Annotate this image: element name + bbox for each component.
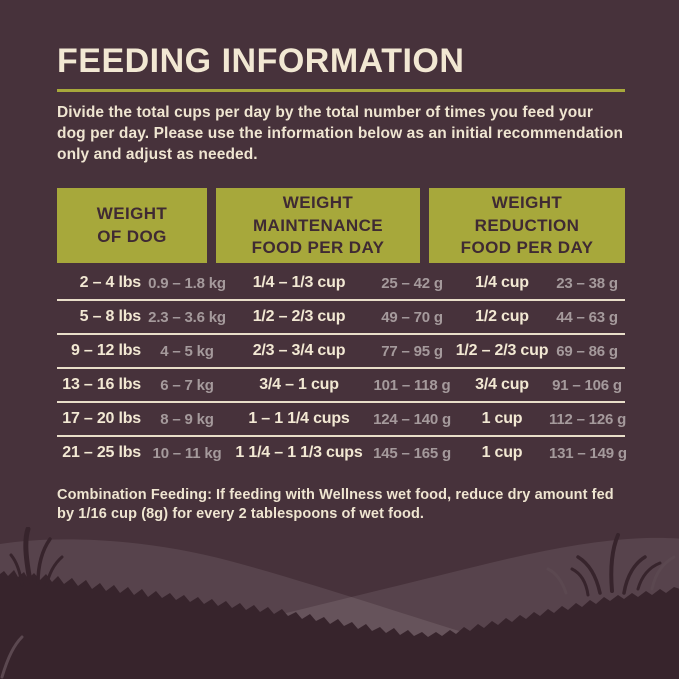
cell-reduction-grams: 131 – 149 g xyxy=(549,444,627,462)
header-weight-of-dog xyxy=(57,188,207,263)
header-line: FOOD PER DAY xyxy=(460,237,594,257)
page-title: FEEDING INFORMATION xyxy=(57,42,465,80)
table-row xyxy=(57,403,625,437)
cell-maintenance-grams: 49 – 70 g xyxy=(381,308,443,326)
cell-reduction-grams: 44 – 63 g xyxy=(556,308,618,326)
cell-maintenance-cups: 2/3 – 3/4 cup xyxy=(252,342,346,360)
cell-weight-kg: 8 – 9 kg xyxy=(160,410,214,428)
note-prefix: Combination Feeding: xyxy=(57,487,213,504)
header-line: WEIGHT xyxy=(96,204,168,224)
table-row xyxy=(57,437,625,469)
table-row xyxy=(57,301,625,335)
cell-reduction-cups: 3/4 cup xyxy=(475,376,529,394)
cell-reduction-grams: 112 – 126 g xyxy=(549,410,627,428)
cell-weight-lbs: 5 – 8 lbs xyxy=(79,308,141,326)
header-line: REDUCTION xyxy=(474,215,580,235)
cell-maintenance-cups: 1 1/4 – 1 1/3 cups xyxy=(235,444,363,462)
header-line: WEIGHT xyxy=(491,193,563,213)
cell-reduction-cups: 1 cup xyxy=(481,410,523,428)
header-line: FOOD PER DAY xyxy=(251,237,385,257)
feeding-table-body xyxy=(57,267,625,469)
header-weight-reduction xyxy=(429,188,625,263)
panel-content xyxy=(57,0,625,524)
title-underline xyxy=(57,89,625,92)
cell-reduction-cups: 1/4 cup xyxy=(475,274,529,292)
cell-weight-lbs: 13 – 16 lbs xyxy=(62,376,141,394)
table-row xyxy=(57,369,625,403)
cell-reduction-grams: 91 – 106 g xyxy=(552,376,622,394)
cell-reduction-grams: 69 – 86 g xyxy=(556,342,618,360)
cell-maintenance-grams: 77 – 95 g xyxy=(381,342,443,360)
cell-maintenance-cups: 1/2 – 2/3 cup xyxy=(252,308,346,326)
cell-weight-lbs: 17 – 20 lbs xyxy=(62,410,141,428)
header-line: OF DOG xyxy=(97,226,167,246)
cell-weight-kg: 4 – 5 kg xyxy=(160,342,214,360)
landscape-illustration xyxy=(0,527,679,679)
cell-maintenance-cups: 3/4 – 1 cup xyxy=(259,376,339,394)
cell-reduction-cups: 1 cup xyxy=(481,444,523,462)
table-row xyxy=(57,267,625,301)
cell-maintenance-grams: 145 – 165 g xyxy=(373,444,451,462)
header-line: MAINTENANCE xyxy=(252,215,383,235)
cell-maintenance-grams: 25 – 42 g xyxy=(381,274,443,292)
intro-text: Divide the total cups per day by the total number of times you feed your dog per day. Please use the information below as an initial recommendation only and adjust as needed. xyxy=(57,104,624,164)
cell-weight-lbs: 21 – 25 lbs xyxy=(62,444,141,462)
cell-weight-lbs: 9 – 12 lbs xyxy=(70,342,141,360)
cell-weight-kg: 10 – 11 kg xyxy=(152,444,222,462)
cell-reduction-cups: 1/2 cup xyxy=(475,308,529,326)
note-body: If feeding with Wellness wet food, reduce dry amount fed by 1/16 cup (8g) for every 2 tablespoons of wet food. xyxy=(57,487,614,523)
cell-maintenance-cups: 1 – 1 1/4 cups xyxy=(248,410,350,428)
header-line: WEIGHT xyxy=(282,193,354,213)
cell-maintenance-cups: 1/4 – 1/3 cup xyxy=(252,274,346,292)
cell-weight-lbs: 2 – 4 lbs xyxy=(79,274,141,292)
cell-reduction-grams: 23 – 38 g xyxy=(556,274,618,292)
cell-weight-kg: 2.3 – 3.6 kg xyxy=(148,308,226,326)
cell-weight-kg: 6 – 7 kg xyxy=(160,376,214,394)
cell-maintenance-grams: 124 – 140 g xyxy=(373,410,451,428)
combination-feeding-note xyxy=(57,486,625,524)
cell-maintenance-grams: 101 – 118 g xyxy=(373,376,451,394)
cell-reduction-cups: 1/2 – 2/3 cup xyxy=(455,342,549,360)
header-weight-maintenance xyxy=(216,188,420,263)
table-header-row xyxy=(57,188,625,263)
table-row xyxy=(57,335,625,369)
cell-weight-kg: 0.9 – 1.8 kg xyxy=(148,274,226,292)
